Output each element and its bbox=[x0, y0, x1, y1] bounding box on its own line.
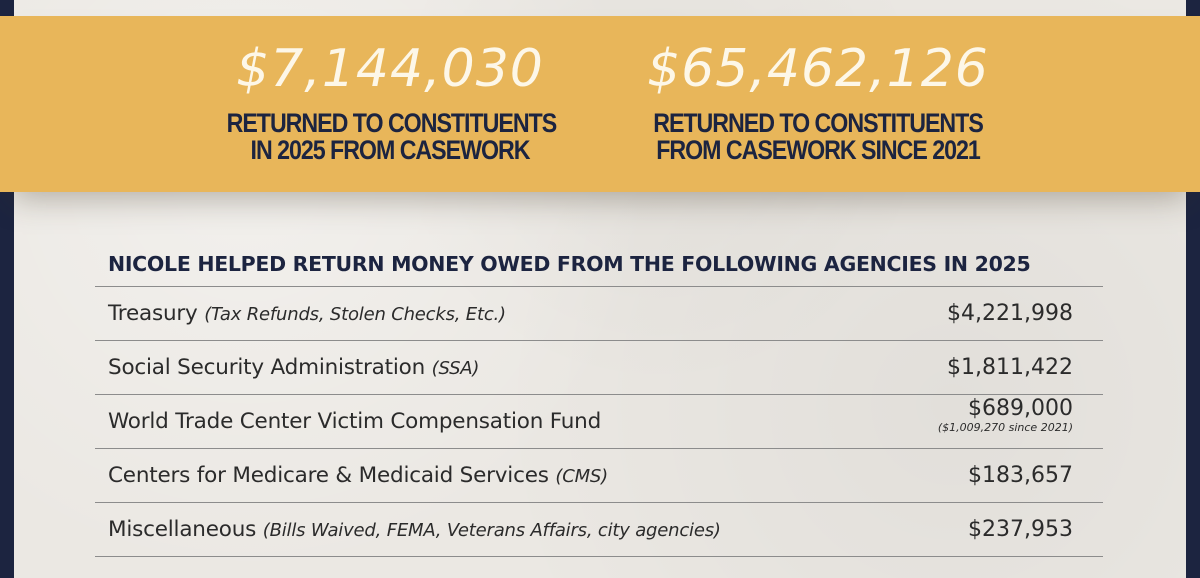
agency-label: Miscellaneous bbox=[108, 517, 257, 542]
stat-amount: $65,462,126 bbox=[647, 39, 989, 99]
agency-amount: $689,000 bbox=[968, 396, 1073, 421]
agency-amount: $237,953 bbox=[968, 517, 1073, 542]
agency-name bbox=[108, 355, 479, 380]
agency-label: World Trade Center Victim Compensation Fund bbox=[108, 409, 602, 434]
agency-amount: $183,657 bbox=[968, 463, 1073, 488]
stat-caption-line: FROM CASEWORK SINCE 2021 bbox=[656, 135, 980, 165]
table-row bbox=[95, 503, 1103, 556]
stat-2025 bbox=[200, 40, 580, 164]
stat-since-2021 bbox=[618, 40, 1018, 164]
table-row bbox=[95, 449, 1103, 502]
table-row bbox=[95, 287, 1103, 340]
table-row bbox=[95, 341, 1103, 394]
agency-name bbox=[108, 517, 721, 542]
agencies-table bbox=[95, 286, 1103, 557]
agency-amount: $4,221,998 bbox=[947, 301, 1073, 326]
agency-amount-block bbox=[938, 397, 1073, 434]
agency-note: (Tax Refunds, Stolen Checks, Etc.) bbox=[204, 304, 506, 325]
stat-caption bbox=[226, 108, 557, 165]
agency-name bbox=[108, 301, 506, 326]
agency-amount-since-2021: ($1,009,270 since 2021) bbox=[937, 421, 1073, 434]
stat-amount: $7,144,030 bbox=[236, 39, 544, 99]
agency-note: (Bills Waived, FEMA, Veterans Affairs, city agencies) bbox=[262, 520, 721, 541]
table-divider bbox=[95, 556, 1103, 557]
stat-caption-line: IN 2025 FROM CASEWORK bbox=[250, 135, 530, 165]
agency-amount: $1,811,422 bbox=[947, 355, 1073, 380]
agency-name bbox=[108, 409, 601, 434]
stat-caption-line: RETURNED TO CONSTITUENTS bbox=[653, 108, 983, 138]
agency-label: Treasury bbox=[108, 301, 198, 326]
agency-name bbox=[108, 463, 608, 488]
agency-label: Centers for Medicare & Medicaid Services bbox=[108, 463, 549, 488]
section-title: NICOLE HELPED RETURN MONEY OWED FROM THE FOLLOWING AGENCIES IN 2025 bbox=[108, 252, 1031, 276]
stats-banner bbox=[0, 16, 1200, 192]
stat-caption-line: RETURNED TO CONSTITUENTS bbox=[226, 108, 557, 138]
stat-caption bbox=[646, 110, 990, 164]
table-row bbox=[95, 395, 1103, 448]
agency-label: Social Security Administration bbox=[108, 355, 426, 380]
agency-note: (SSA) bbox=[431, 358, 480, 379]
agency-note: (CMS) bbox=[555, 466, 608, 487]
